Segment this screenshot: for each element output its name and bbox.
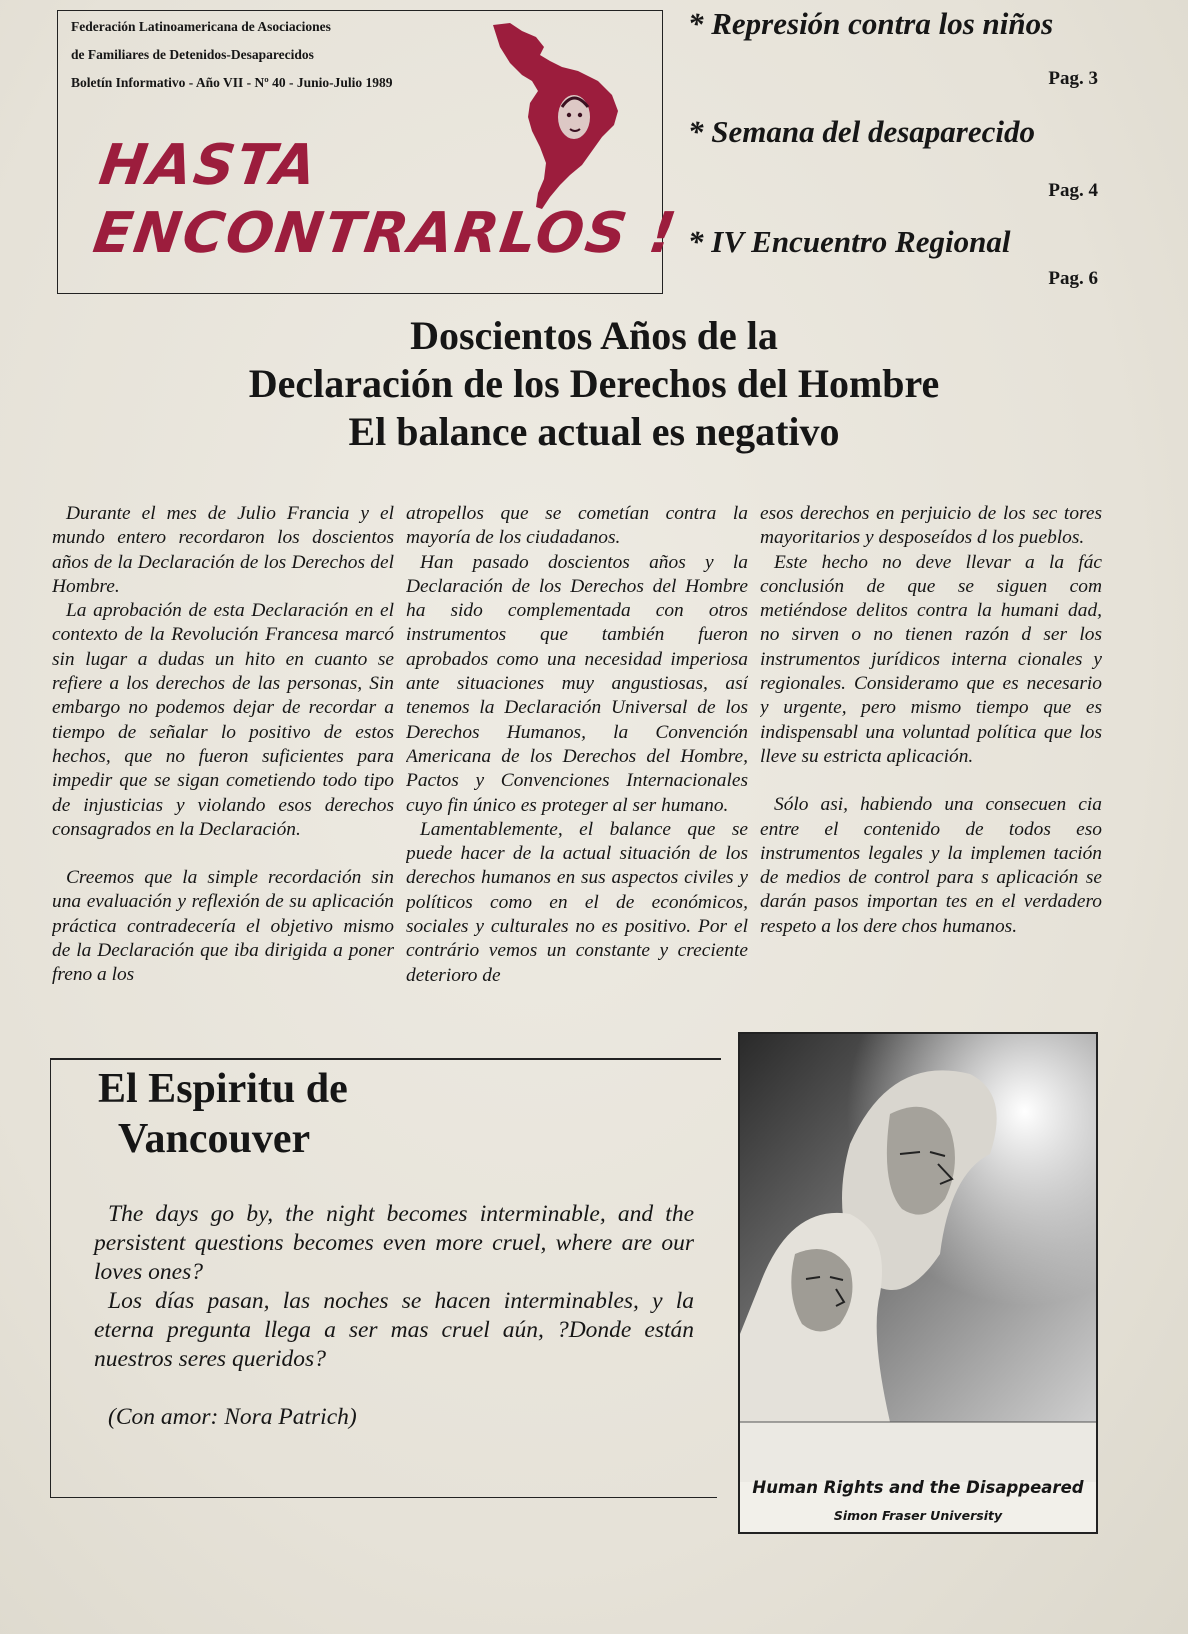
artwork-photo <box>738 1032 1098 1534</box>
paragraph: atropellos que se cometían contra la mayoría de los ciudadanos. <box>406 503 748 549</box>
paragraph: esos derechos en perjuicio de los sec tores mayoritarios y desposeídos d los pueblos. <box>760 503 1102 549</box>
toc-page-3: Pag. 6 <box>1048 268 1098 289</box>
poem-english: The days go by, the night becomes interminable, and the persistent questions becomes even more cruel, where are our loves ones? <box>94 1201 694 1285</box>
toc-page-2: Pag. 4 <box>1048 180 1098 201</box>
logo-line2: ENCONTRARLOS ! <box>89 201 682 266</box>
box-title-line1: El Espiritu de <box>98 1066 348 1112</box>
article-column-2 <box>406 502 748 1024</box>
paragraph: Sólo asi, habiendo una consecuen cia entre el contenido de todos eso instrumentos legales y la implemen tación de medios de control para s aplicación se darán pasos importan tes en el verdadero respeto a los dere chos humanos. <box>760 794 1102 937</box>
headline-line2: Declaración de los Derechos del Hombre <box>248 361 940 406</box>
toc-item-2[interactable]: * Semana del desaparecido <box>688 114 1035 149</box>
masthead <box>57 10 682 294</box>
two-women-illustration <box>740 1034 1096 1532</box>
paragraph: Durante el mes de Julio Francia y el mundo entero recordaron los doscientos años de la Declaración de los Derechos del Hombre. <box>52 503 394 597</box>
box-title <box>98 1064 348 1164</box>
logo-line1: HASTA <box>95 133 323 198</box>
article-column-3 <box>760 502 1102 1024</box>
paragraph: Lamentablemente, el balance que se puede hacer de la actual situación de los derechos humanos en sus aspectos civiles y políticos como en el de económicos, sociales y culturales no es positivo. Por el contrário vemos un constante y creciente deterioro de <box>406 818 748 986</box>
toc-page-1: Pag. 3 <box>1048 68 1098 89</box>
photo-credit: Simon Fraser University <box>833 1508 1003 1523</box>
paragraph: Este hecho no deve llevar a la fác conclusión de que se siguen com metiéndose delitos contra la humani dad, no sirven o no tienen razón d ser los instrumentos jurídicos interna cionales y regionales. Consideramo que es necesario y urgente, pero mismo tiempo que es indispensabl una voluntad política que los lleve su estricta aplicación. <box>760 551 1102 767</box>
paragraph: Han pasado doscientos años y la Declaración de los Derechos del Hombre ha sido complementada con otros instrumentos que también fueron aprobados como una necesidad imperiosa ante situaciones muy angustiosas, así tenemos la Declaración Universal de los Derechos Humanos, la Convención Americana de los Derechos del Hombre, Pactos y Convenciones Internacionales cuyo fin único es proteger al ser humano. <box>406 551 748 816</box>
latin-america-map-icon <box>488 19 638 219</box>
org-name-line2: de Familiares de Detenidos-Desaparecidos <box>71 47 314 62</box>
toc-item-3[interactable]: * IV Encuentro Regional <box>688 224 1011 259</box>
photo-caption: Human Rights and the Disappeared <box>752 1478 1084 1497</box>
box-top-rule <box>51 1058 721 1060</box>
poem-spanish: Los días pasan, las noches se hacen interminables, y la eterna pregunta llega a ser mas cruel aún, ?Donde están nuestros seres queridos? <box>94 1288 694 1372</box>
org-name-line1: Federación Latinoamericana de Asociaciones <box>71 19 331 34</box>
paragraph: Creemos que la simple recordación sin una evaluación y reflexión de su aplicación práctica contradecería el objetivo mismo de la Declaración que iba dirigida a poner freno a los <box>52 867 394 986</box>
toc-item-1[interactable]: * Represión contra los niños <box>688 6 1054 41</box>
article-body <box>52 502 1102 1024</box>
poem <box>94 1200 694 1374</box>
article-column-1 <box>52 502 394 1024</box>
headline-line3: El balance actual es negativo <box>348 409 840 454</box>
issue-info: Boletín Informativo - Año VII - Nº 40 - Junio-Julio 1989 <box>71 75 393 90</box>
box-title-line2: Vancouver <box>118 1116 311 1162</box>
paragraph: La aprobación de esta Declaración en el contexto de la Revolución Francesa marcó sin lugar a dudas un hito en cuanto se refiere a los derechos de las personas, Sin embargo no podemos dejar de recordar a tiempo de señalar lo positivo de estos hechos, que no fueron suficientes para impedir que se sigan cometiendo todo tipo de injusticias y violando esos derechos consagrados en la Declaración. <box>52 600 394 840</box>
vancouver-box <box>50 1058 717 1498</box>
headline-line1: Doscientos Años de la <box>410 313 778 358</box>
poem-signature: (Con amor: Nora Patrich) <box>108 1404 357 1430</box>
